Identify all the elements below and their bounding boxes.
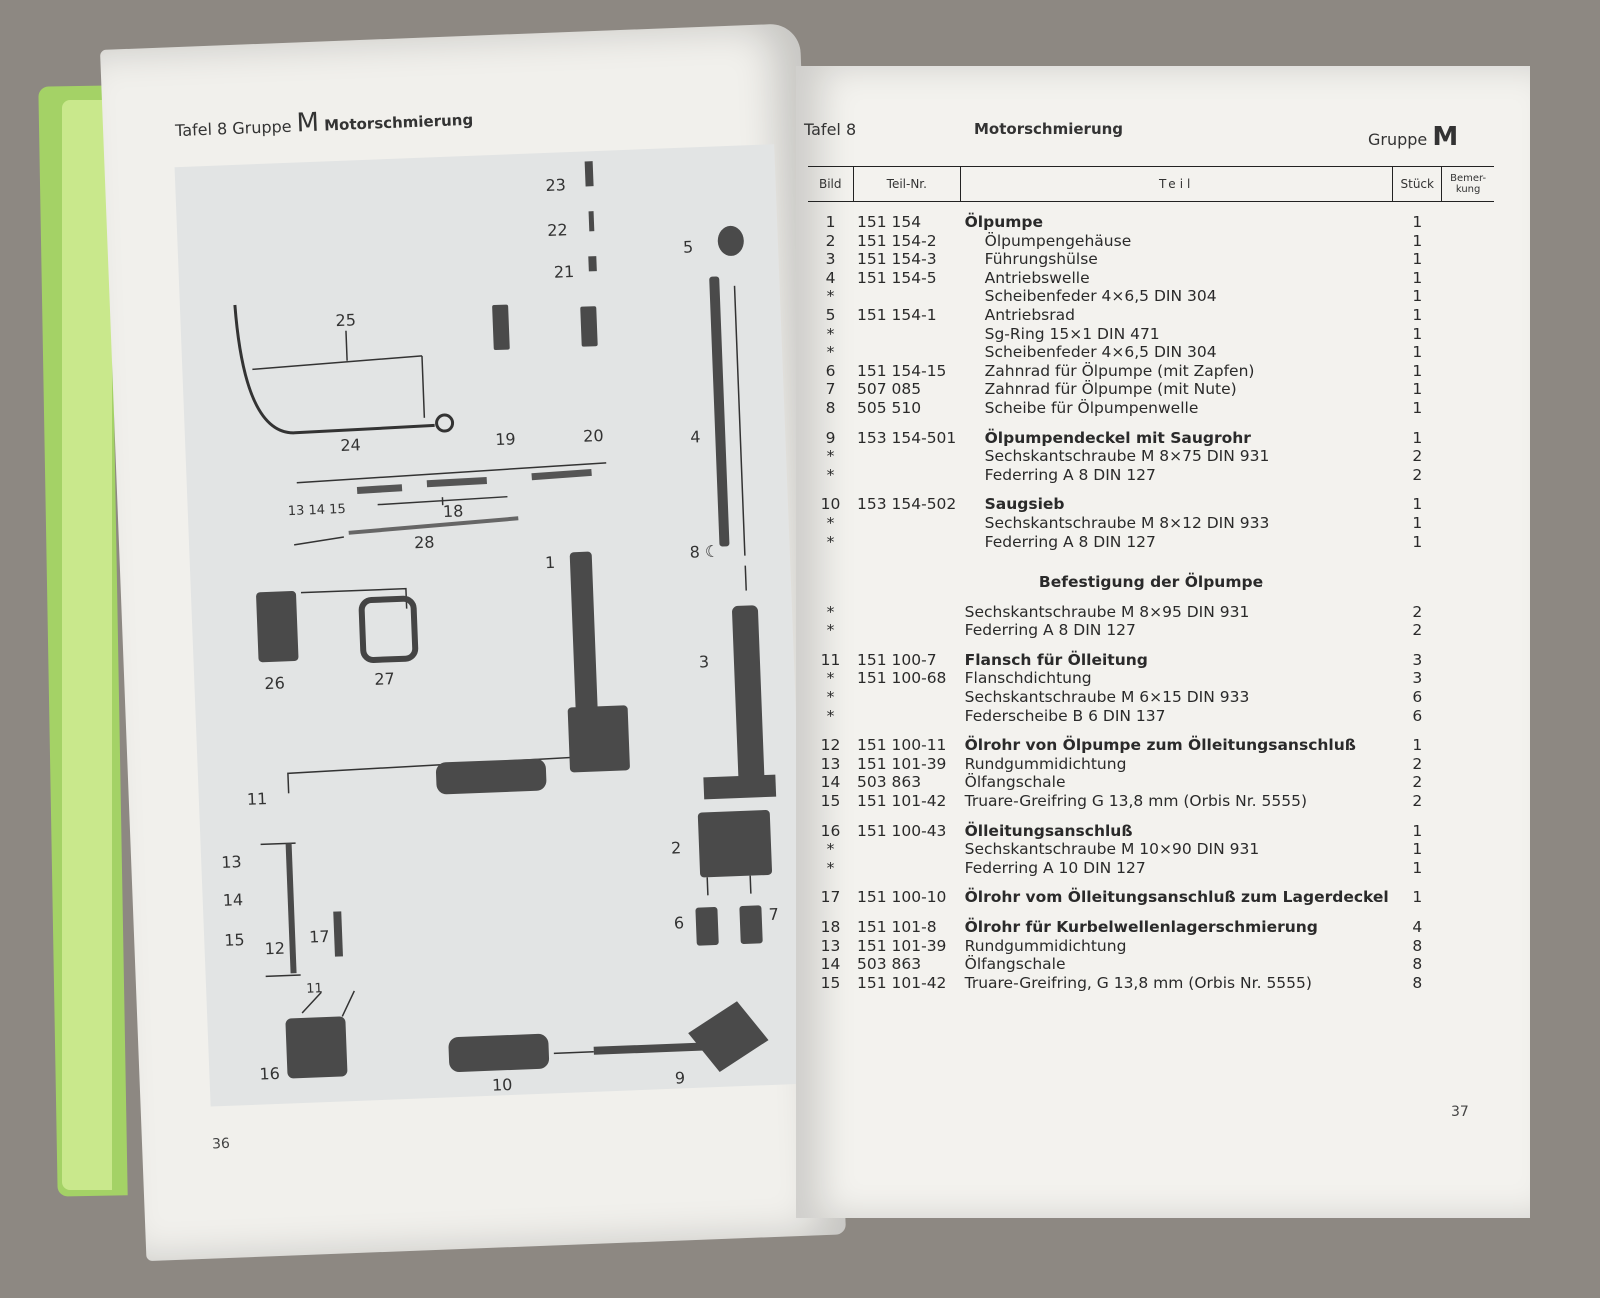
gruppe-label: Gruppe <box>231 116 292 138</box>
teil-cell: Zahnrad für Ölpumpe (mit Nute) <box>984 380 1237 399</box>
col-teil-nr: Teil-Nr. <box>853 167 961 202</box>
teil-nr-cell <box>853 343 961 362</box>
bild-cell: 13 <box>820 936 841 955</box>
bemerkung-cell <box>1442 362 1494 381</box>
bild-cell: 8 <box>825 398 836 417</box>
gruppe-letter: M <box>295 107 320 139</box>
right-gruppe-letter: M <box>1432 122 1459 152</box>
part-20 <box>580 306 598 347</box>
bemerkung-cell <box>1442 447 1494 466</box>
teil-nr-cell: 507 085 <box>857 380 922 399</box>
bemerkung-cell <box>1442 669 1494 688</box>
bild-cell: * <box>826 513 835 532</box>
table-row <box>808 918 1494 937</box>
bemerkung-cell <box>1442 380 1494 399</box>
bild-cell: * <box>826 465 835 484</box>
teil-nr-cell <box>853 688 961 707</box>
stueck-cell: 1 <box>1412 231 1423 250</box>
teil-cell: Sechskantschraube M 8×75 DIN 931 <box>984 447 1270 466</box>
teil-nr-cell: 503 863 <box>857 773 922 792</box>
stueck-cell: 2 <box>1412 754 1423 773</box>
teil-nr-cell: 503 863 <box>857 955 922 974</box>
table-row <box>808 736 1494 755</box>
teil-nr-cell: 151 154-1 <box>857 305 937 324</box>
teil-nr-cell: 151 154-15 <box>857 361 947 380</box>
bild-cell: * <box>826 840 835 859</box>
bemerkung-cell <box>1442 306 1494 325</box>
table-row <box>808 773 1494 792</box>
label-26: 26 <box>264 673 286 694</box>
bild-cell: * <box>826 688 835 707</box>
bild-cell: * <box>826 532 835 551</box>
stueck-cell: 2 <box>1412 773 1423 792</box>
stueck-cell: 1 <box>1412 213 1423 231</box>
strainer-10 <box>448 1034 549 1073</box>
bild-cell: * <box>826 447 835 466</box>
col-stueck: Stück <box>1393 167 1442 202</box>
label-10: 10 <box>491 1074 513 1095</box>
teil-cell: Truare-Greifring G 13,8 mm (Orbis Nr. 5555) <box>964 792 1308 811</box>
stueck-cell: 8 <box>1412 936 1423 955</box>
bemerkung-cell <box>1442 918 1494 937</box>
bild-cell: 15 <box>820 973 841 992</box>
teil-cell: Scheibenfeder 4×6,5 DIN 304 <box>984 287 1217 306</box>
bild-cell: 7 <box>825 380 836 399</box>
right-page-number: 37 <box>1451 1104 1469 1120</box>
stueck-cell: 1 <box>1412 428 1423 447</box>
teil-cell: Ölrohr vom Ölleitungsanschluß zum Lagerdeckel <box>964 888 1389 907</box>
teil-nr-cell: 151 154-5 <box>857 268 937 287</box>
bild-cell: * <box>826 621 835 640</box>
left-page-number: 36 <box>211 1135 231 1153</box>
bemerkung-cell <box>1442 736 1494 755</box>
stueck-cell: 1 <box>1412 532 1423 551</box>
bemerkung-cell <box>1442 859 1494 878</box>
label-28: 28 <box>413 532 435 553</box>
label-14: 14 <box>222 890 244 910</box>
bemerkung-cell <box>1442 250 1494 269</box>
stueck-cell: 2 <box>1412 792 1423 811</box>
bemerkung-cell <box>1442 514 1494 533</box>
sleeve-3 <box>732 605 765 786</box>
table-row <box>808 888 1494 907</box>
parts-illustration <box>175 144 811 1106</box>
section-heading: Befestigung der Ölpumpe <box>1038 573 1264 592</box>
teil-nr-cell: 151 101-42 <box>857 792 947 811</box>
table-row <box>808 213 1494 232</box>
teil-nr-cell <box>853 325 961 344</box>
teil-cell: Ölpumpendeckel mit Saugrohr <box>984 428 1251 447</box>
bemerkung-cell <box>1442 466 1494 485</box>
teil-cell: Scheibe für Ölpumpenwelle <box>984 398 1199 417</box>
cover-9 <box>687 1000 770 1073</box>
connector-16 <box>285 1016 347 1078</box>
table-row <box>808 325 1494 344</box>
teil-nr-cell: 151 154-2 <box>857 231 937 250</box>
stueck-cell: 1 <box>1412 268 1423 287</box>
bild-cell: 2 <box>825 231 836 250</box>
label-13: 13 <box>220 852 242 872</box>
label-24: 24 <box>339 435 362 456</box>
stueck-cell: 8 <box>1412 955 1423 974</box>
table-row <box>808 429 1494 448</box>
stueck-cell: 1 <box>1412 287 1423 306</box>
teil-cell: Sechskantschraube M 8×95 DIN 931 <box>964 602 1250 621</box>
teil-nr-cell <box>853 287 961 306</box>
bemerkung-cell <box>1442 533 1494 552</box>
bemerkung-cell <box>1442 269 1494 288</box>
table-row <box>808 232 1494 251</box>
table-row <box>808 688 1494 707</box>
gear-5 <box>717 225 744 256</box>
label-6: 6 <box>673 913 685 933</box>
stueck-cell: 1 <box>1412 361 1423 380</box>
bemerkung-cell <box>1442 495 1494 514</box>
bild-cell: 13 <box>820 754 841 773</box>
bemerkung-cell <box>1442 755 1494 774</box>
stueck-cell: 6 <box>1412 706 1423 725</box>
col-bild: Bild <box>808 167 853 202</box>
book-cover-edge-inner <box>62 100 112 1190</box>
stueck-cell: 1 <box>1412 250 1423 269</box>
section-heading-row <box>808 573 1494 592</box>
table-row <box>808 380 1494 399</box>
exploded-parts-diagram <box>175 144 811 1106</box>
teil-cell: Federring A 8 DIN 127 <box>984 532 1156 551</box>
label-27: 27 <box>374 669 396 689</box>
teil-nr-cell <box>853 603 961 622</box>
teil-cell: Ölfangschale <box>964 955 1066 974</box>
label-8: 8 ☾ <box>689 541 720 562</box>
label-23: 23 <box>545 175 567 195</box>
bemerkung-cell <box>1442 707 1494 726</box>
stueck-cell: 2 <box>1412 447 1423 466</box>
bemerkung-cell <box>1442 651 1494 670</box>
right-page <box>796 66 1530 1218</box>
teil-nr-cell <box>853 840 961 859</box>
teil-nr-cell <box>853 514 961 533</box>
table-row <box>808 250 1494 269</box>
part-22 <box>589 211 595 231</box>
teil-nr-cell: 151 101-39 <box>857 936 947 955</box>
gasket-27 <box>361 598 415 660</box>
stueck-cell: 2 <box>1412 621 1423 640</box>
table-row <box>808 755 1494 774</box>
table-row <box>808 840 1494 859</box>
label-18: 18 <box>442 501 464 522</box>
teil-cell: Ölpumpengehäuse <box>984 231 1132 250</box>
stueck-cell: 1 <box>1412 343 1423 362</box>
teil-cell: Ölleitungsanschluß <box>964 821 1133 840</box>
teil-nr-cell: 151 100-68 <box>857 669 947 688</box>
left-page-header <box>174 102 473 143</box>
teil-cell: Federscheibe B 6 DIN 137 <box>964 706 1166 725</box>
teil-nr-cell: 151 154-3 <box>857 250 937 269</box>
stueck-cell: 3 <box>1412 650 1423 669</box>
tafel-label: Tafel 8 <box>174 119 228 141</box>
teil-nr-cell <box>853 707 961 726</box>
bild-cell: * <box>826 706 835 725</box>
bild-cell: 14 <box>820 955 841 974</box>
table-row <box>808 495 1494 514</box>
bild-cell: 11 <box>820 650 841 669</box>
bild-cell: 14 <box>820 773 841 792</box>
stueck-cell: 1 <box>1412 324 1423 343</box>
bild-cell: 17 <box>820 888 841 907</box>
pipe-17 <box>333 911 343 956</box>
part-19 <box>492 305 510 351</box>
parts-list-body <box>808 213 1494 992</box>
teil-cell: Flansch für Ölleitung <box>964 650 1148 669</box>
table-row <box>808 603 1494 622</box>
teil-cell: Ölfangschale <box>964 773 1066 792</box>
section-title: Motorschmierung <box>323 110 474 135</box>
stueck-cell: 6 <box>1412 688 1423 707</box>
stueck-cell: 8 <box>1412 973 1423 992</box>
bemerkung-cell <box>1442 213 1494 232</box>
pipe-9 <box>594 1042 714 1055</box>
teil-nr-cell: 151 100-11 <box>857 736 947 755</box>
bemerkung-cell <box>1442 399 1494 418</box>
filter-26 <box>256 591 299 662</box>
bemerkung-cell <box>1442 429 1494 448</box>
table-row <box>808 287 1494 306</box>
label-25: 25 <box>335 310 357 331</box>
teil-cell: Flanschdichtung <box>964 669 1092 688</box>
table-row <box>808 343 1494 362</box>
teil-nr-cell: 151 100-7 <box>857 650 937 669</box>
col-teil: Teil <box>961 167 1393 202</box>
table-header-row <box>808 167 1494 202</box>
teil-nr-cell <box>853 621 961 640</box>
table-row <box>808 822 1494 841</box>
teil-cell: Ölrohr von Ölpumpe zum Ölleitungsanschluß <box>964 736 1356 755</box>
housing-1-tube <box>570 551 599 732</box>
teil-nr-cell: 151 154 <box>857 213 922 231</box>
label-20: 20 <box>582 425 604 446</box>
teil-cell: Antriebswelle <box>984 268 1090 287</box>
teil-nr-cell: 505 510 <box>857 398 922 417</box>
bild-cell: 15 <box>820 792 841 811</box>
gear-6 <box>695 907 718 946</box>
label-3: 3 <box>698 652 710 672</box>
bemerkung-cell <box>1442 325 1494 344</box>
teil-cell: Zahnrad für Ölpumpe (mit Zapfen) <box>984 361 1255 380</box>
stueck-cell: 1 <box>1412 888 1423 907</box>
table-row <box>808 792 1494 811</box>
label-1: 1 <box>544 552 556 573</box>
label-21: 21 <box>553 261 575 282</box>
teil-nr-cell: 151 100-10 <box>857 888 947 907</box>
teil-cell: Rundgummidichtung <box>964 936 1127 955</box>
bild-cell: 4 <box>825 268 836 287</box>
col-bemerkung: Bemer- kung <box>1442 167 1494 202</box>
bemerkung-cell <box>1442 343 1494 362</box>
bild-cell: 12 <box>820 736 841 755</box>
parts-list-table <box>808 166 1494 992</box>
bemerkung-cell <box>1442 621 1494 640</box>
stueck-cell: 1 <box>1412 821 1423 840</box>
table-row <box>808 306 1494 325</box>
label-11b: 11 <box>305 981 324 997</box>
teil-cell: Saugsieb <box>984 495 1065 514</box>
bemerkung-cell <box>1442 688 1494 707</box>
teil-cell: Federring A 8 DIN 127 <box>984 465 1156 484</box>
table-row <box>808 859 1494 878</box>
bemerkung-cell <box>1442 955 1494 974</box>
label-7: 7 <box>768 904 780 924</box>
teil-cell: Truare-Greifring, G 13,8 mm (Orbis Nr. 5555) <box>964 973 1312 992</box>
label-12: 12 <box>264 938 286 959</box>
bemerkung-cell <box>1442 974 1494 993</box>
bild-cell: 10 <box>820 495 841 514</box>
bild-cell: * <box>826 343 835 362</box>
teil-cell: Antriebsrad <box>984 305 1075 324</box>
stueck-cell: 1 <box>1412 398 1423 417</box>
bild-cell: * <box>826 669 835 688</box>
table-row <box>808 533 1494 552</box>
teil-cell: Führungshülse <box>984 250 1098 269</box>
bild-cell: 16 <box>820 821 841 840</box>
table-row <box>808 669 1494 688</box>
strainer-1 <box>436 758 547 794</box>
bemerkung-cell <box>1442 792 1494 811</box>
stueck-cell: 2 <box>1412 465 1423 484</box>
pipe-12 <box>286 843 297 973</box>
stueck-cell: 1 <box>1412 513 1423 532</box>
right-gruppe-label: Gruppe <box>1368 130 1428 149</box>
table-row <box>808 514 1494 533</box>
label-13-14-15: 13 14 15 <box>287 501 346 520</box>
teil-cell: Scheibenfeder 4×6,5 DIN 304 <box>984 343 1217 362</box>
table-row <box>808 651 1494 670</box>
teil-cell: Federring A 10 DIN 127 <box>964 858 1146 877</box>
table-row <box>808 269 1494 288</box>
stueck-cell: 4 <box>1412 918 1423 936</box>
teil-cell: Ölrohr für Kurbelwellenlagerschmierung <box>964 918 1318 936</box>
gear-7 <box>739 905 762 944</box>
part-23 <box>585 161 594 186</box>
table-row <box>808 955 1494 974</box>
table-row <box>808 447 1494 466</box>
bemerkung-cell <box>1442 603 1494 622</box>
stueck-cell: 2 <box>1412 602 1423 621</box>
teil-nr-cell <box>853 447 961 466</box>
label-2: 2 <box>670 838 682 858</box>
label-17: 17 <box>308 926 330 947</box>
bild-cell: * <box>826 602 835 621</box>
housing-1-body <box>568 705 630 772</box>
bild-cell: 9 <box>825 428 836 447</box>
table-row <box>808 937 1494 956</box>
bemerkung-cell <box>1442 888 1494 907</box>
label-16: 16 <box>259 1063 281 1084</box>
bild-cell: 1 <box>825 213 836 231</box>
table-row <box>808 399 1494 418</box>
teil-nr-cell: 151 100-43 <box>857 821 947 840</box>
table-row <box>808 707 1494 726</box>
table-row <box>808 362 1494 381</box>
stueck-cell: 1 <box>1412 840 1423 859</box>
teil-nr-cell: 151 101-42 <box>857 973 947 992</box>
right-section-title: Motorschmierung <box>974 120 1124 138</box>
table-row <box>808 621 1494 640</box>
table-row <box>808 466 1494 485</box>
bemerkung-cell <box>1442 287 1494 306</box>
bild-cell: * <box>826 287 835 306</box>
teil-cell: Sechskantschraube M 6×15 DIN 933 <box>964 688 1250 707</box>
teil-cell: Sechskantschraube M 10×90 DIN 931 <box>964 840 1260 859</box>
label-22: 22 <box>546 220 568 240</box>
teil-cell: Sechskantschraube M 8×12 DIN 933 <box>984 513 1270 532</box>
right-tafel-label: Tafel 8 <box>804 120 857 139</box>
left-page <box>100 23 846 1261</box>
teil-nr-cell: 151 101-8 <box>857 918 937 936</box>
teil-cell: Federring A 8 DIN 127 <box>964 621 1136 640</box>
stueck-cell: 3 <box>1412 669 1423 688</box>
part-21 <box>588 256 597 271</box>
shaft-4 <box>709 276 729 546</box>
stueck-cell: 1 <box>1412 736 1423 755</box>
table-row <box>808 974 1494 993</box>
bild-cell: 18 <box>820 918 841 936</box>
stueck-cell: 1 <box>1412 380 1423 399</box>
teil-cell: Rundgummidichtung <box>964 754 1127 773</box>
teil-nr-cell <box>853 533 961 552</box>
bemerkung-cell <box>1442 232 1494 251</box>
bemerkung-cell <box>1442 822 1494 841</box>
teil-nr-cell <box>853 466 961 485</box>
bild-cell: * <box>826 324 835 343</box>
bild-cell: 5 <box>825 305 836 324</box>
label-9: 9 <box>674 1068 686 1088</box>
bemerkung-cell <box>1442 937 1494 956</box>
housing-2 <box>698 810 772 878</box>
teil-nr-cell: 151 101-39 <box>857 754 947 773</box>
label-4: 4 <box>689 427 701 447</box>
stueck-cell: 1 <box>1412 858 1423 877</box>
label-15: 15 <box>223 930 245 950</box>
bild-cell: * <box>826 858 835 877</box>
bemerkung-cell <box>1442 840 1494 859</box>
teil-nr-cell: 153 154-502 <box>857 495 957 514</box>
teil-nr-cell: 153 154-501 <box>857 428 957 447</box>
label-5: 5 <box>682 237 694 257</box>
stueck-cell: 1 <box>1412 305 1423 324</box>
bild-cell: 6 <box>825 361 836 380</box>
stueck-cell: 1 <box>1412 495 1423 514</box>
label-11: 11 <box>246 789 268 809</box>
teil-cell: Sg-Ring 15×1 DIN 471 <box>984 324 1160 343</box>
label-19: 19 <box>494 429 516 450</box>
teil-cell: Ölpumpe <box>964 213 1044 231</box>
teil-nr-cell <box>853 859 961 878</box>
bild-cell: 3 <box>825 250 836 269</box>
flange-3 <box>703 775 776 800</box>
right-gruppe <box>1368 122 1458 152</box>
bemerkung-cell <box>1442 773 1494 792</box>
